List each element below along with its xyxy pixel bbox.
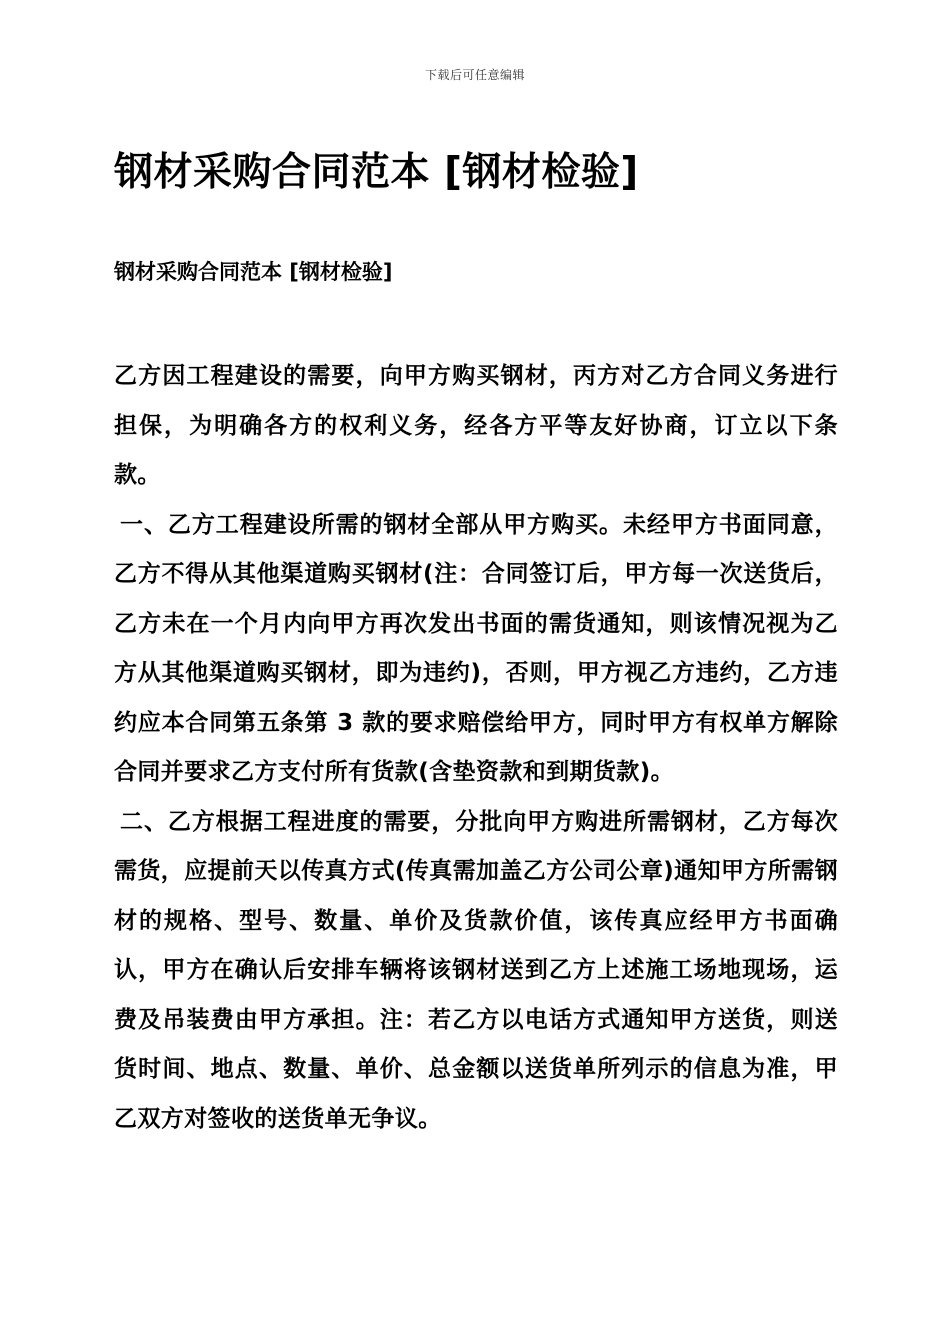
paragraph-intro: 乙方因工程建设的需要，向甲方购买钢材，丙方对乙方合同义务进行担保，为明确各方的权利义务，经各方平等友好协商，订立以下条款。 (114, 363, 838, 488)
paragraph-clause-2: 二、乙方根据工程进度的需要，分批向甲方购进所需钢材，乙方每次需货，应提前天以传真方式(传真需加盖乙方公司公章)通知甲方所需钢材的规格、型号、数量、单价及货款价值，该传真应经甲方书面确认，甲方在确认后安排车辆将该钢材送到乙方上述施工场地现场，运费及吊装费由甲方承担。注：若乙方以电话方式通知甲方送货，则送货时间、地点、数量、单价、总金额以送货单所列示的信息为准，甲乙双方对签收的送货单无争议。 (114, 808, 838, 1132)
header-note: 下载后可任意编辑 (424, 68, 525, 82)
paragraph-clause-1: 一、乙方工程建设所需的钢材全部从甲方购买。未经甲方书面同意，乙方不得从其他渠道购买钢材(注：合同签订后，甲方每一次送货后，乙方未在一个月内向甲方再次发出书面的需货通知，则该情况视为乙方从其他渠道购买钢材，即为违约)，否则，甲方视乙方违约，乙方违约应本合同第五条第 3 款的要求赔偿给甲方，同时甲方有权单方解除合同并要求乙方支付所有货款(含垫资款和到期货款)。 (114, 511, 838, 785)
document-title: 钢材采购合同范本 [钢材检验] (114, 150, 639, 195)
document-subtitle: 钢材采购合同范本 [钢材检验] (114, 260, 393, 284)
document-body (114, 352, 838, 1144)
